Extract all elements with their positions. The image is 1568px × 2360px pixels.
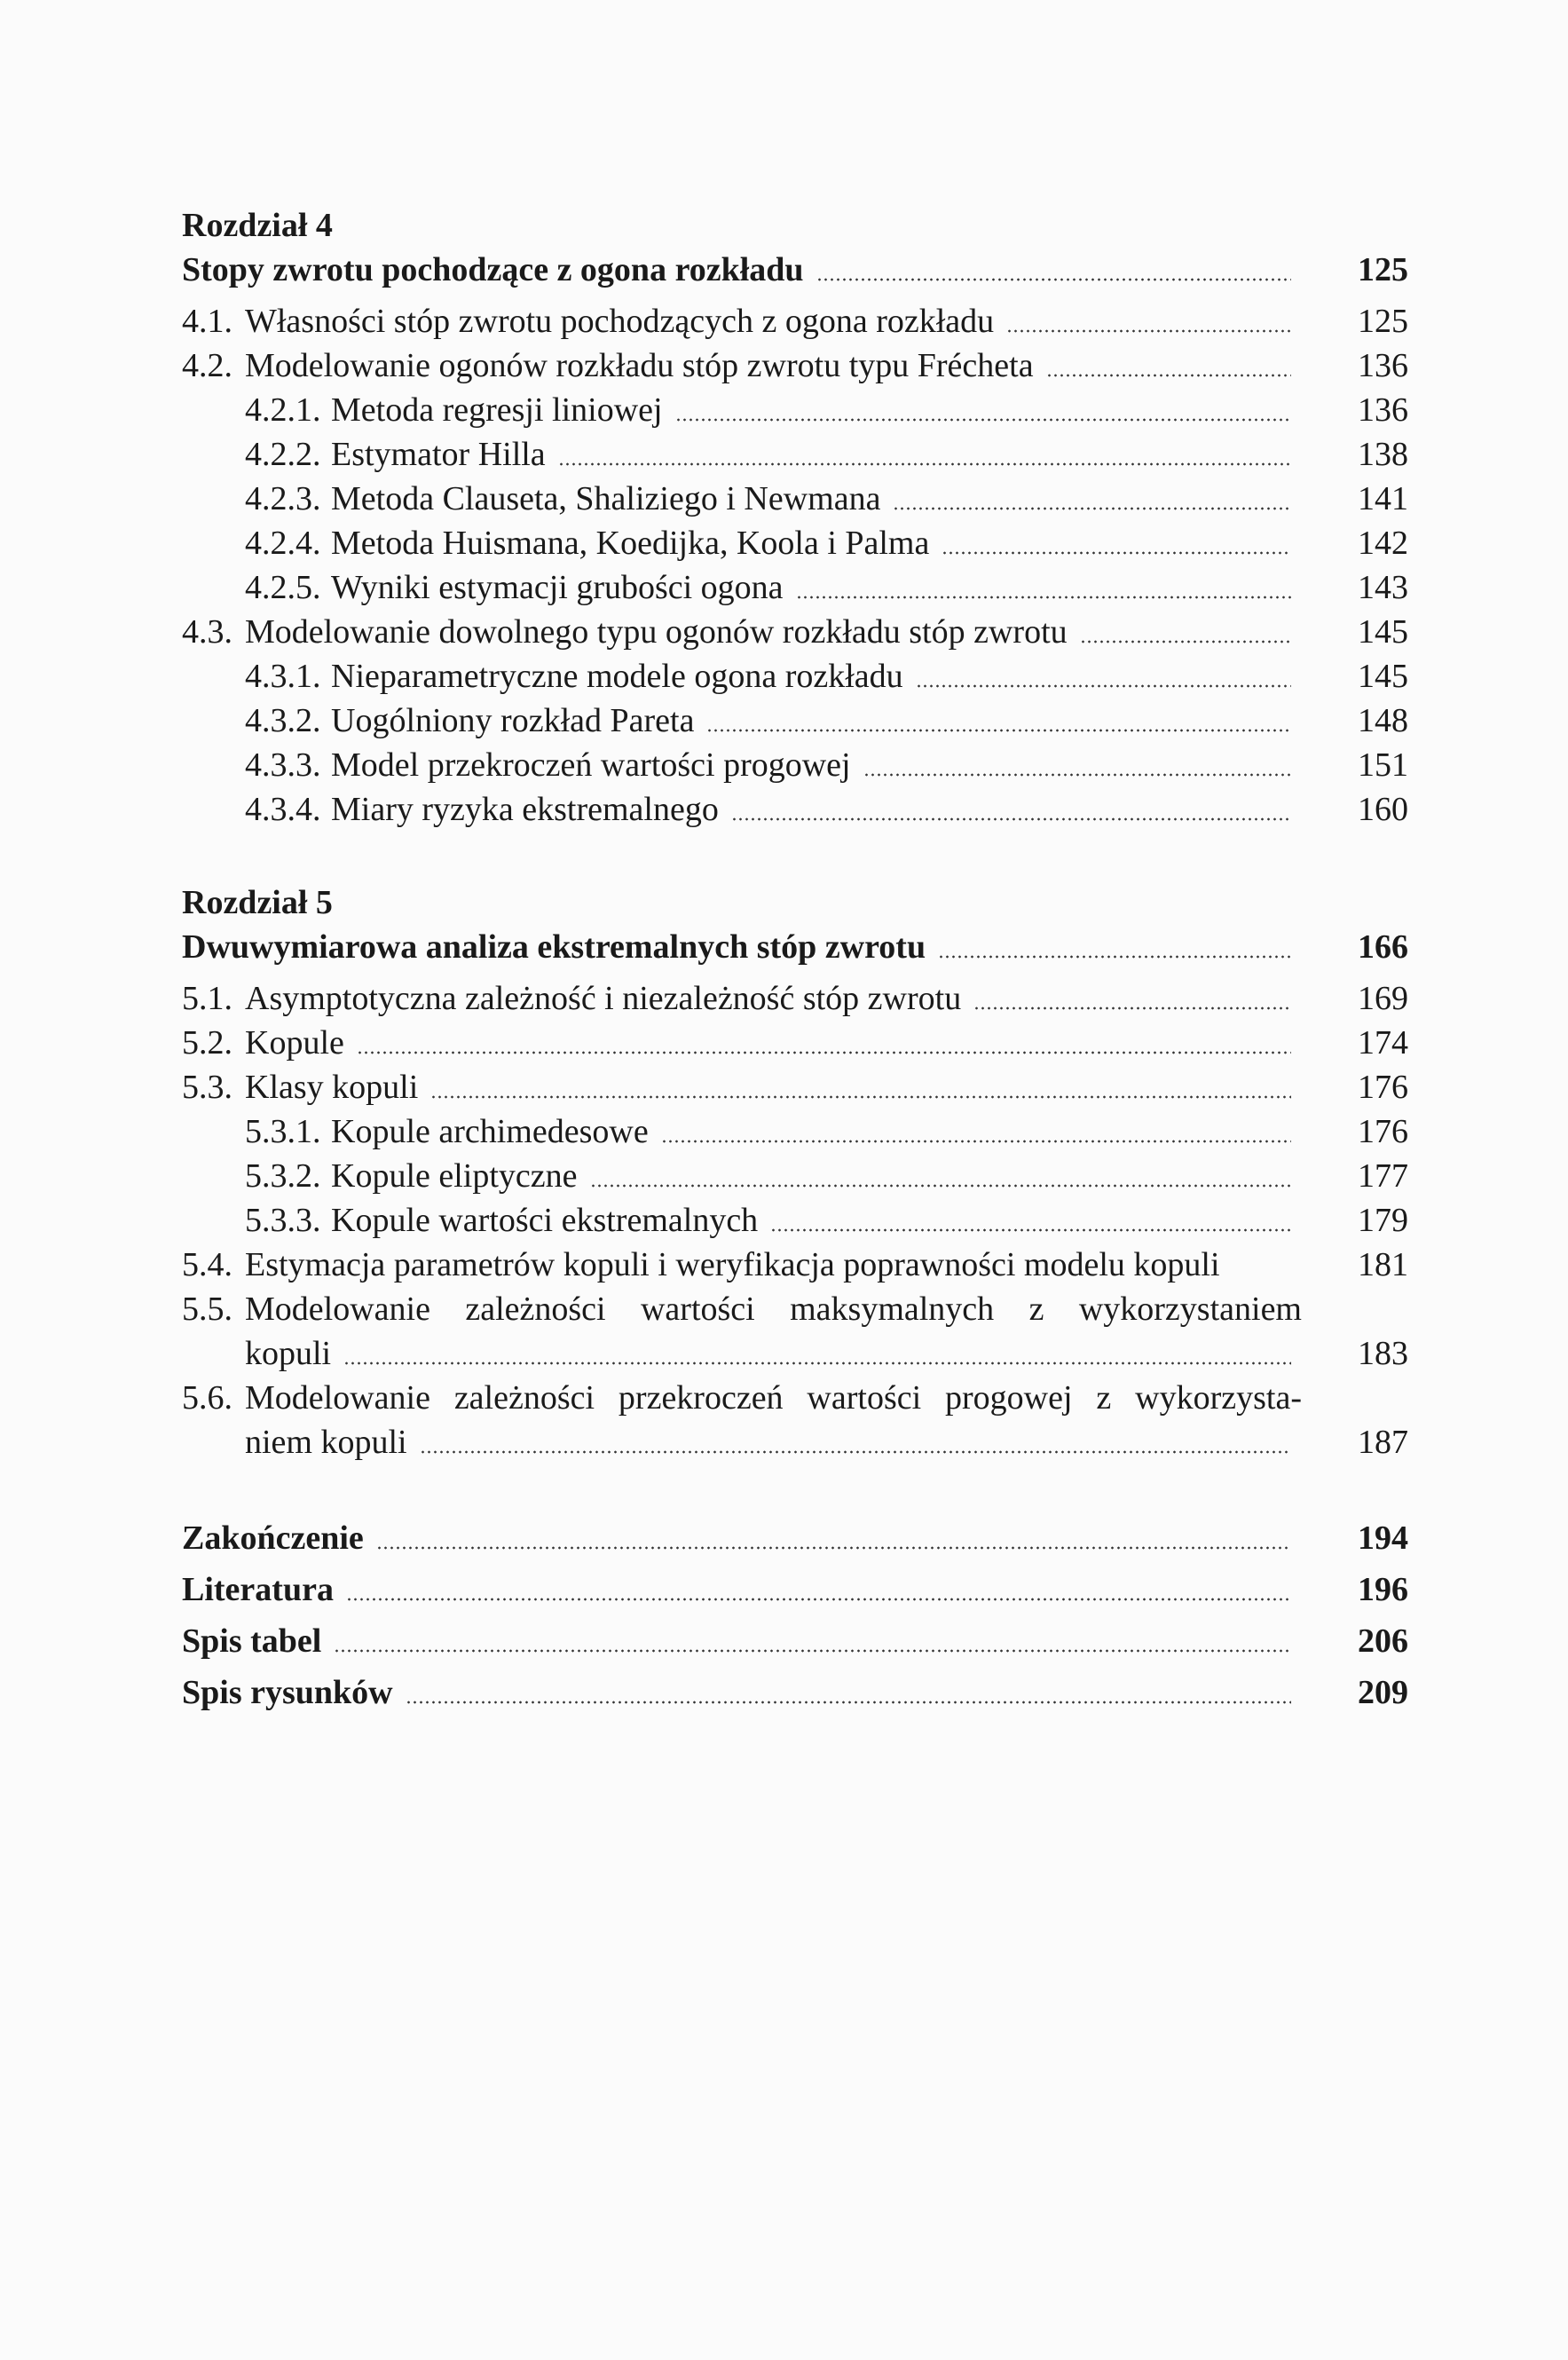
page-number: 169: [1358, 980, 1408, 1017]
entry-number: 5.2.: [182, 1024, 232, 1062]
entry-title: Kopule wartości ekstremalnych: [331, 1202, 759, 1239]
entry-number: 4.3.2.: [245, 702, 321, 739]
dot-leader: [942, 551, 1291, 555]
entry-title: Metoda regresji liniowej: [331, 391, 663, 429]
toc-entry[interactable]: [182, 1376, 1408, 1420]
entry-title: Modelowanie dowolnego typu ogonów rozkładu stóp zwrotu: [245, 613, 1068, 651]
toc-entry[interactable]: [182, 610, 1408, 654]
entry-number: 5.4.: [182, 1246, 232, 1283]
dot-leader: [863, 773, 1291, 777]
entry-title: Modelowanie zależności przekroczeń wartości progowej z wykorzysta-: [245, 1379, 1302, 1417]
entry-number: 4.2.: [182, 347, 232, 384]
back-matter-entry[interactable]: [182, 1512, 1408, 1564]
entry-number: 4.3.4.: [245, 791, 321, 828]
toc-entry[interactable]: [182, 521, 1408, 565]
dot-leader: [343, 1362, 1291, 1365]
page-number: 138: [1358, 436, 1408, 473]
toc-entry[interactable]: [182, 1154, 1408, 1198]
dot-leader: [376, 1546, 1291, 1550]
toc-entry[interactable]: [182, 477, 1408, 521]
entry-number: 4.2.1.: [245, 391, 321, 429]
entry-title: Zakończenie: [182, 1519, 364, 1557]
entry-title: Uogólniony rozkład Pareta: [331, 702, 695, 739]
dot-leader: [675, 418, 1291, 422]
page-number: 125: [1358, 251, 1408, 288]
page-number: 142: [1358, 525, 1408, 562]
entry-number: 5.3.: [182, 1069, 232, 1106]
entry-title: Kopule eliptyczne: [331, 1157, 578, 1195]
page-number: 151: [1358, 746, 1408, 784]
entry-title: kopuli: [245, 1335, 332, 1372]
chapter-title-entry[interactable]: [182, 248, 1408, 292]
toc-entry[interactable]: [182, 1021, 1408, 1065]
entry-title: Spis tabel: [182, 1622, 322, 1660]
page-number: 194: [1358, 1519, 1408, 1557]
entry-number: 4.2.5.: [245, 569, 321, 606]
dot-leader: [796, 596, 1291, 599]
toc-entry[interactable]: [182, 699, 1408, 743]
toc-entry-continuation[interactable]: [182, 1420, 1408, 1464]
dot-leader: [893, 507, 1291, 510]
dot-leader: [346, 1598, 1291, 1601]
entry-title: Dwuwymiarowa analiza ekstremalnych stóp zwrotu: [182, 928, 926, 966]
chapter-label: Rozdział 4: [182, 207, 333, 244]
entry-title: Spis rysunków: [182, 1674, 393, 1711]
entry-title: Stopy zwrotu pochodzące z ogona rozkładu: [182, 251, 804, 288]
toc-entry[interactable]: [182, 1109, 1408, 1154]
entry-title: Kopule: [245, 1024, 344, 1062]
toc-entry[interactable]: [182, 654, 1408, 699]
entry-number: 4.2.3.: [245, 480, 321, 517]
entry-number: 4.3.: [182, 613, 232, 651]
dot-leader: [973, 1006, 1291, 1010]
page-number: 145: [1358, 658, 1408, 695]
toc-entry[interactable]: [182, 976, 1408, 1021]
entry-number: 5.6.: [182, 1379, 232, 1417]
entry-number: 5.3.1.: [245, 1113, 321, 1150]
dot-leader: [406, 1701, 1291, 1704]
dot-leader: [1046, 374, 1291, 377]
toc-entry[interactable]: [182, 1065, 1408, 1109]
toc-entry[interactable]: [182, 565, 1408, 610]
page-number: 176: [1358, 1113, 1408, 1150]
chapter-title-entry[interactable]: [182, 925, 1408, 969]
entry-number: 4.2.2.: [245, 436, 321, 473]
toc-entry[interactable]: [182, 432, 1408, 477]
entry-number: 4.3.1.: [245, 658, 321, 695]
entry-title: Metoda Clauseta, Shaliziego i Newmana: [331, 480, 881, 517]
entry-title: Model przekroczeń wartości progowej: [331, 746, 851, 784]
entry-number: 4.2.4.: [245, 525, 321, 562]
dot-leader: [661, 1140, 1291, 1143]
page-number: 206: [1358, 1622, 1408, 1660]
page-number: 136: [1358, 347, 1408, 384]
dot-leader: [731, 817, 1291, 821]
entry-title: Klasy kopuli: [245, 1069, 419, 1106]
entry-title: Metoda Huismana, Koedijka, Koola i Palma: [331, 525, 930, 562]
toc-entry[interactable]: [182, 388, 1408, 432]
page-number: 179: [1358, 1202, 1408, 1239]
page-number: 141: [1358, 480, 1408, 517]
entry-title: Modelowanie ogonów rozkładu stóp zwrotu typu Frécheta: [245, 347, 1034, 384]
dot-leader: [420, 1450, 1291, 1454]
toc-entry[interactable]: [182, 299, 1408, 343]
dot-leader: [816, 278, 1291, 281]
entry-title: Estymacja parametrów kopuli i weryfikacja poprawności modelu kopuli: [245, 1246, 1220, 1283]
back-matter-entry[interactable]: [182, 1667, 1408, 1718]
back-matter-entry[interactable]: [182, 1615, 1408, 1667]
page-number: 125: [1358, 303, 1408, 340]
dot-leader: [334, 1649, 1291, 1653]
entry-number: 5.3.2.: [245, 1157, 321, 1195]
dot-leader: [938, 955, 1291, 959]
entry-title: Miary ryzyka ekstremalnego: [331, 791, 719, 828]
page-number: 160: [1358, 791, 1408, 828]
page-number: 183: [1358, 1335, 1408, 1372]
entry-title: Literatura: [182, 1571, 334, 1608]
dot-leader: [430, 1095, 1291, 1099]
entry-title: niem kopuli: [245, 1424, 407, 1461]
back-matter-entry[interactable]: [182, 1564, 1408, 1615]
entry-number: 5.5.: [182, 1291, 232, 1328]
dot-leader: [590, 1184, 1291, 1188]
page-number: 187: [1358, 1424, 1408, 1461]
entry-number: 4.3.3.: [245, 746, 321, 784]
toc-entry[interactable]: [182, 743, 1408, 787]
entry-title: Modelowanie zależności wartości maksymalnych z wykorzystaniem: [245, 1291, 1302, 1328]
toc-entry-continuation[interactable]: [182, 1331, 1408, 1376]
page-number: 176: [1358, 1069, 1408, 1106]
page-number: 209: [1358, 1674, 1408, 1711]
entry-number: 5.1.: [182, 980, 232, 1017]
dot-leader: [706, 729, 1291, 732]
toc-entry[interactable]: [182, 1287, 1408, 1331]
entry-title: Wyniki estymacji grubości ogona: [331, 569, 784, 606]
page-number: 181: [1358, 1246, 1408, 1283]
entry-number: 5.3.3.: [245, 1202, 321, 1239]
entry-title: Nieparametryczne modele ogona rozkładu: [331, 658, 903, 695]
page-number: 166: [1358, 928, 1408, 966]
chapter-label: Rozdział 5: [182, 884, 333, 921]
dot-leader: [1006, 329, 1291, 333]
page-number: 196: [1358, 1571, 1408, 1608]
entry-title: Kopule archimedesowe: [331, 1113, 649, 1150]
page-number: 174: [1358, 1024, 1408, 1062]
page-number: 145: [1358, 613, 1408, 651]
toc-entry[interactable]: [182, 1243, 1408, 1287]
page-number: 177: [1358, 1157, 1408, 1195]
dot-leader: [770, 1228, 1291, 1232]
toc-entry[interactable]: [182, 343, 1408, 388]
dot-leader: [558, 462, 1291, 466]
toc-entry[interactable]: [182, 787, 1408, 832]
toc-entry[interactable]: [182, 1198, 1408, 1243]
table-of-contents: [182, 203, 1408, 1718]
dot-leader: [916, 684, 1291, 688]
entry-title: Własności stóp zwrotu pochodzących z ogona rozkładu: [245, 303, 995, 340]
entry-number: 4.1.: [182, 303, 232, 340]
entry-title: Asymptotyczna zależność i niezależność stóp zwrotu: [245, 980, 962, 1017]
dot-leader: [357, 1051, 1291, 1054]
page-number: 143: [1358, 569, 1408, 606]
entry-title: Estymator Hilla: [331, 436, 546, 473]
page-number: 136: [1358, 391, 1408, 429]
dot-leader: [1080, 640, 1291, 643]
page-number: 148: [1358, 702, 1408, 739]
